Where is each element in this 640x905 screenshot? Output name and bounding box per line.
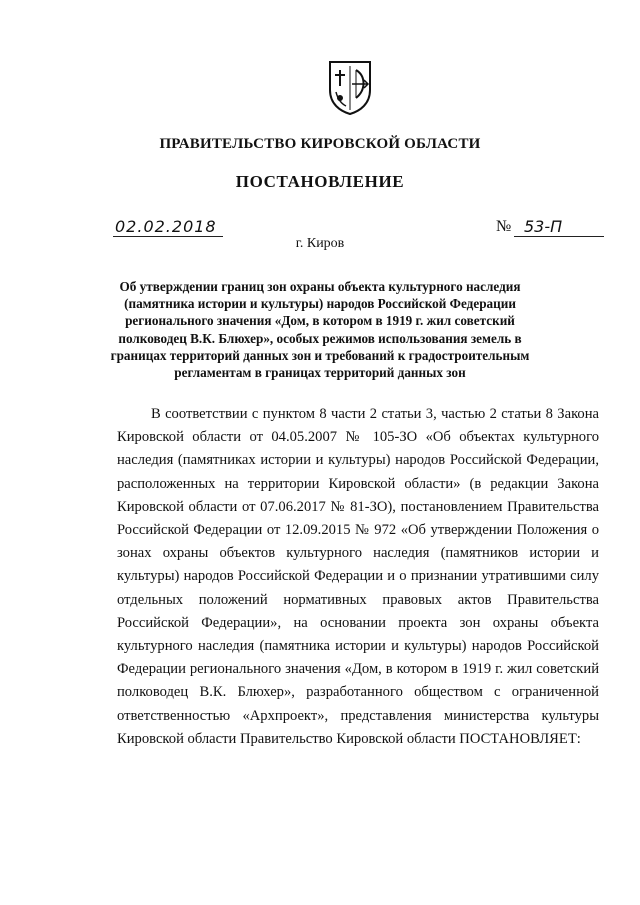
- document-body: В соответствии с пунктом 8 части 2 статьи 3, частью 2 статьи 8 Закона Кировской области от 04.05.2007 № 105-ЗО «Об объектах культурного наследия (памятниках истории и культуры) народов Российской Федерации, расположенных на территории Кировской области» (в редакции Закона Кировской области от 07.06.2017 № 81-ЗО), постановлением Правительства Российской Федерации от 12.09.2015 № 972 «Об утверждении Положения о зонах охраны объектов культурного наследия (памятников истории и культуры) народов Российской Федерации и о признании утратившими силу отдельных положений нормативных правовых актов Правительства Российской Федерации», на основании проекта зон охраны объекта культурного наследия (памятника истории и культуры) народов Российской Федерации регионального значения «Дом, в котором в 1919 г. жил советский полководец В.К. Блюхер», разработанного обществом с ограниченной ответственностью «Архпроект», представления министерства культуры Кировской области Правительство Кировской области ПОСТАНОВЛЯЕТ:: [117, 406, 599, 747]
- document-date: 02.02.2018: [113, 218, 223, 237]
- number-label: №: [496, 218, 512, 235]
- document-subject: Об утверждении границ зон охраны объекта культурного наследия (памятника истории и культуры) народов Российской Федерации регионального значения «Дом, в котором в 1919 г. жил советский полководец В.К. Блюхер», особых режимов использования земель в границах территорий данных зон и требований к градостроительным регламентам в границах территорий данных зон: [110, 279, 530, 381]
- document-city: г. Киров: [295, 236, 345, 251]
- organization-title: ПРАВИТЕЛЬСТВО КИРОВСКОЙ ОБЛАСТИ: [159, 136, 481, 152]
- document-type-title: ПОСТАНОВЛЕНИЕ: [235, 172, 405, 191]
- document-number: 53-П: [514, 218, 604, 237]
- coat-of-arms-icon: [326, 60, 374, 116]
